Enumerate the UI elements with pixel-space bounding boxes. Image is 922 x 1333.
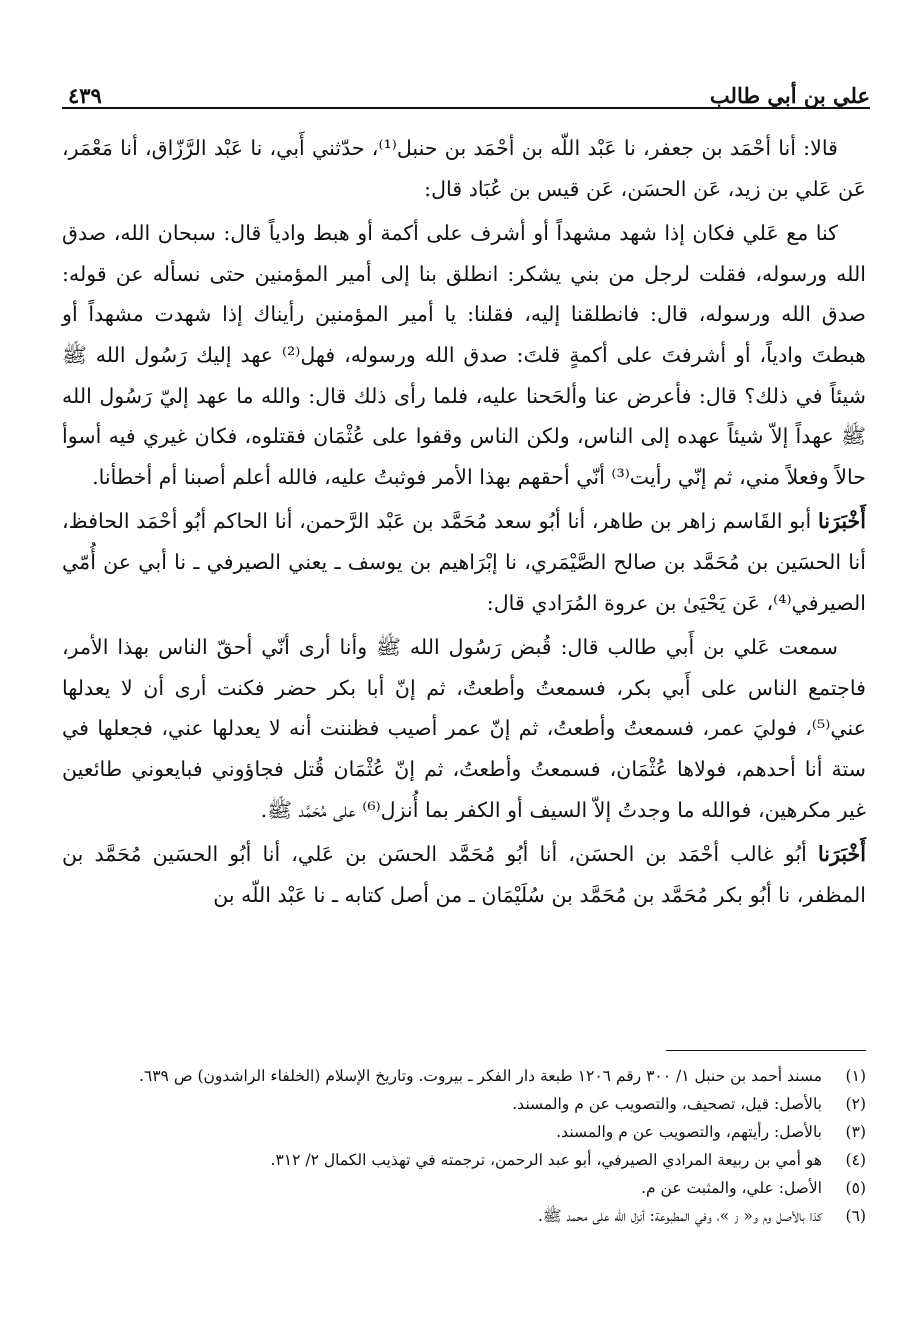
footnote-3-number: (٣) bbox=[845, 1123, 866, 1141]
paragraph-5 bbox=[62, 834, 866, 915]
paragraph-3-lead: أَخْبَرَنا bbox=[817, 509, 866, 534]
paragraph-1 bbox=[62, 128, 866, 209]
footnote-5-text: الأصل: علي، والمثبت عن م. bbox=[641, 1179, 822, 1197]
paragraph-1-text: قالا: أنا أحْمَد بن جعفر، نا عَبْد اللّه بن أحْمَد بن حنبل⁽¹⁾، حدّثني أَبي، نا عَبْد الرَّزّاق، أنا مَعْمَر، عَن عَلي بن زيد، عَن الحسَن، عَن قيس بن عُبَاد قال: bbox=[62, 136, 866, 201]
paragraph-5-text: أبُو غالب أحْمَد بن الحسَن، أنا أبُو مُحَمَّد الحسَن بن عَلي، أنا أبُو الحسَين مُحَمَّد بن المظفر، نا أبُو بكر مُحَمَّد بن مُحَمَّد بن سُلَيْمَان ـ من أصل كتابه ـ نا عَبْد اللّه بن bbox=[62, 842, 866, 907]
footnote-1-number: (١) bbox=[845, 1067, 866, 1085]
footnote-5 bbox=[62, 1174, 866, 1202]
footnote-2-text: بالأصل: قيل، تصحيف، والتصويب عن م والمسند. bbox=[512, 1095, 822, 1113]
main-text bbox=[62, 128, 866, 915]
paragraph-4-text: سمعت عَلي بن أَبي طالب قال: قُبض رَسُول الله ﷺ وأنا أرى أنّي أحقّ الناس بهذا الأمر، فاجتمع الناس على أَبي بكر، فسمعتُ وأطعتُ، ثم إنّ أبا بكر حضر فكنت أرى أن لا يعدلها عني⁽⁵⁾، فوليَ عمر، فسمعتُ وأطعتُ، ثم إنّ عمر أصيب فظننت أنه لا يعدلها عني، فجعلها في ستة أنا أحدهم، فولاها عُثْمَان، فسمعتُ وأطعتُ، ثم إنّ عُثْمَان قُتل فجاؤوني فبايعوني طائعين غير مكرهين، فوالله ما وجدتُ إلاّ السيف أو الكفر بما أُنزل⁽⁶⁾ على مُحَمَّد ﷺ. bbox=[62, 635, 866, 822]
footnote-4-number: (٤) bbox=[845, 1151, 866, 1169]
footnote-2-number: (٢) bbox=[845, 1095, 866, 1113]
footnotes bbox=[62, 1062, 866, 1230]
footnote-4-text: هو أمي بن ربيعة المرادي الصيرفي، أبو عبد الرحمن، ترجمته في تهذيب الكمال ٢/ ٣١٢. bbox=[270, 1151, 822, 1169]
paragraph-2 bbox=[62, 213, 866, 497]
header-rule bbox=[62, 107, 870, 109]
footnote-3 bbox=[62, 1118, 866, 1146]
footnote-5-number: (٥) bbox=[845, 1179, 866, 1197]
page-number: ٤٣٩ bbox=[68, 83, 102, 108]
paragraph-4 bbox=[62, 627, 866, 830]
paragraph-3 bbox=[62, 501, 866, 623]
running-title: علي بن أبي طالب bbox=[709, 83, 870, 108]
footnote-6 bbox=[62, 1202, 866, 1230]
paragraph-5-lead: أَخْبَرَنا bbox=[817, 842, 866, 867]
footnote-1 bbox=[62, 1062, 866, 1090]
footnote-1-text: مسند أحمد بن حنبل ١/ ٣٠٠ رقم ١٢٠٦ طبعة دار الفكر ـ بيروت. وتاريخ الإسلام (الخلفاء الراشدون) ص ٦٣٩. bbox=[138, 1067, 822, 1085]
footnote-6-text: كذا بالأصل وم و« ز »، وفي المطبوعة: أنزل الله على محمد ﷺ. bbox=[537, 1207, 822, 1225]
paragraph-3-text: أبو القَاسم زاهر بن طاهر، أنا أبُو سعد مُحَمَّد بن عَبْد الرَّحمن، أنا الحاكم أبُو أحْمَد الحافظ، أنا الحسَين بن مُحَمَّد بن صالح الصَّيْمَري، نا إبْرَاهيم بن يوسف ـ يعني الصيرفي ـ نا أبي عن أُمّي الصيرفي⁽⁴⁾، عَن يَحْيَىٰ بن عروة المُرَادي قال: bbox=[62, 509, 866, 615]
footnote-rule bbox=[666, 1050, 866, 1051]
footnote-2 bbox=[62, 1090, 866, 1118]
footnote-6-number: (٦) bbox=[845, 1207, 866, 1225]
page-header bbox=[68, 68, 870, 108]
footnote-3-text: بالأصل: رأيتهم، والتصويب عن م والمسند. bbox=[556, 1123, 822, 1141]
footnote-4 bbox=[62, 1146, 866, 1174]
paragraph-2-text: كنا مع عَلي فكان إذا شهد مشهداً أو أشرف على أكمة أو هبط وادياً قال: سبحان الله، صدق الله ورسوله، فقلت لرجل من بني يشكر: انطلق بنا إلى أمير المؤمنين حتى نسأله عن قوله: صدق الله ورسوله، قال: فانطلقنا إليه، فقلنا: يا أمير المؤمنين رأيناك إذا شهدت مشهداً أو هبطتَ وادياً، أو أشرفتَ على أكمةٍ قلتَ: صدق الله ورسوله، فهل⁽²⁾ عهد إليك رَسُول الله ﷺ شيئاً في ذلك؟ قال: فأعرض عنا وألحَحنا عليه، فلما رأى ذلك قال: والله ما عهد إليّ رَسُول الله ﷺ عهداً إلاّ شيئاً عهده إلى الناس، ولكن الناس وقفوا على عُثْمَان فقتلوه، فكان غيري فيه أسوأ حالاً وفعلاً مني، ثم إنّي رأيت⁽³⁾ أنّي أحقهم بهذا الأمر فوثبتُ عليه، فالله أعلم أصبنا أم أخطأنا. bbox=[62, 221, 866, 489]
